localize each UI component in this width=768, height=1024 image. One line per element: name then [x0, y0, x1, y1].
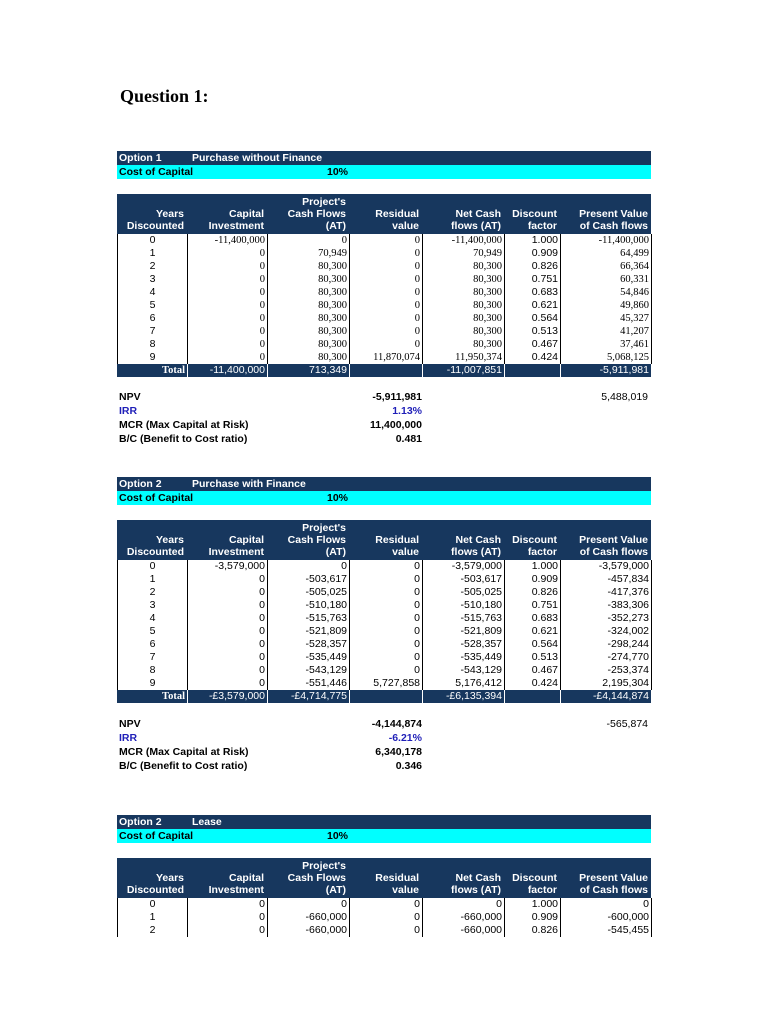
table-cell: 0.513	[505, 651, 561, 664]
table-cell: 80,300	[423, 260, 505, 273]
table-cell: 0.424	[505, 351, 561, 364]
table-cell: 8	[118, 338, 188, 351]
table-cell: 80,300	[268, 299, 350, 312]
table-cell: 0	[350, 286, 423, 299]
table-cell: 80,300	[268, 325, 350, 338]
table-cell: 5,176,412	[423, 677, 505, 690]
table-cell: 1.000	[505, 234, 561, 247]
option-header	[117, 815, 651, 829]
irr-value: 1.13%	[392, 405, 422, 417]
table-cell: 80,300	[423, 273, 505, 286]
table-row	[118, 260, 652, 273]
table-cell: 54,846	[561, 286, 652, 299]
table-cell: 0	[350, 338, 423, 351]
table-row	[118, 664, 652, 677]
bc-label: B/C (Benefit to Cost ratio)	[119, 760, 248, 772]
table-cell: 11,950,374	[423, 351, 505, 364]
table-cell: 2	[118, 924, 188, 937]
table-cell: -528,357	[268, 638, 350, 651]
cost-of-capital-row	[117, 165, 651, 179]
table-cell: 0.751	[505, 599, 561, 612]
table-cell: 80,300	[423, 286, 505, 299]
column-headers	[117, 858, 651, 898]
table-row	[118, 651, 652, 664]
column-header: Discount factor	[512, 534, 557, 558]
table-cell: 80,300	[423, 312, 505, 325]
table-cell: 0	[188, 612, 268, 625]
column-header: Present Value of Cash flows	[579, 872, 648, 896]
table-cell: 80,300	[268, 273, 350, 286]
table-cell: 0.621	[505, 625, 561, 638]
option-label: Option 2	[119, 816, 162, 828]
table-cell: 0	[350, 573, 423, 586]
option-name: Purchase without Finance	[192, 152, 323, 164]
bc-row	[117, 432, 651, 446]
table-cell: -600,000	[561, 911, 652, 924]
table-cell: -551,446	[268, 677, 350, 690]
npv-extra-value: 5,488,019	[601, 391, 648, 403]
table-cell: 3	[118, 599, 188, 612]
table-row	[118, 625, 652, 638]
total-cell: 713,349	[268, 364, 350, 377]
table-cell: 5,068,125	[561, 351, 652, 364]
table-cell: 0	[268, 560, 350, 573]
total-cell: Total	[118, 690, 188, 703]
table-cell: -503,617	[423, 573, 505, 586]
option-label: Option 1	[119, 152, 162, 164]
table-cell: 0.683	[505, 286, 561, 299]
table-cell: 0.467	[505, 338, 561, 351]
table-cell: 0	[188, 911, 268, 924]
table-cell: 0.564	[505, 638, 561, 651]
table-cell: 0	[350, 911, 423, 924]
irr-label: IRR	[119, 405, 138, 417]
coc-value: 10%	[327, 492, 349, 504]
table-row	[118, 560, 652, 573]
table-cell: 2	[118, 586, 188, 599]
bc-value: 0.481	[395, 433, 422, 445]
option1-section	[117, 151, 651, 377]
table-cell: 9	[118, 677, 188, 690]
mcr-value: 6,340,178	[375, 746, 422, 758]
npv-extra-value: -565,874	[606, 718, 648, 730]
table-cell: 0	[268, 234, 350, 247]
table-row	[118, 898, 652, 911]
irr-row	[117, 404, 651, 418]
table-cell: 0	[188, 573, 268, 586]
table-cell: -11,400,000	[188, 234, 268, 247]
table-cell: 0.909	[505, 247, 561, 260]
coc-value: 10%	[327, 830, 349, 842]
column-header: Project's Cash Flows (AT)	[287, 522, 346, 558]
table-cell: 2	[118, 260, 188, 273]
table-cell: 60,331	[561, 273, 652, 286]
table-cell: 0.751	[505, 273, 561, 286]
bc-row	[117, 759, 651, 773]
table-row	[118, 299, 652, 312]
table-cell: -521,809	[268, 625, 350, 638]
irr-value: -6.21%	[388, 732, 422, 744]
table-cell: 0	[350, 273, 423, 286]
table-cell: 0	[188, 312, 268, 325]
table-cell: 0.424	[505, 677, 561, 690]
irr-row	[117, 731, 651, 745]
table-cell: 64,499	[561, 247, 652, 260]
option2-section	[117, 477, 651, 703]
column-header: Discount factor	[512, 872, 557, 896]
table-cell: 4	[118, 286, 188, 299]
table-cell: 0	[350, 325, 423, 338]
table-cell: 0	[118, 898, 188, 911]
table-cell: 0	[118, 560, 188, 573]
table-cell: 1.000	[505, 560, 561, 573]
table-cell: -660,000	[423, 911, 505, 924]
table-cell: 1.000	[505, 898, 561, 911]
table-cell: 9	[118, 351, 188, 364]
table-cell: 7	[118, 651, 188, 664]
mcr-label: MCR (Max Capital at Risk)	[119, 746, 249, 758]
table-cell: 1	[118, 247, 188, 260]
table-cell: 45,327	[561, 312, 652, 325]
mcr-row	[117, 418, 651, 432]
column-header: Years Discounted	[126, 208, 184, 232]
table-cell: 0	[188, 898, 268, 911]
total-row	[118, 364, 652, 377]
mcr-value: 11,400,000	[370, 419, 422, 431]
table-cell: -383,306	[561, 599, 652, 612]
table-cell: 5	[118, 299, 188, 312]
table-row	[118, 924, 652, 937]
table-cell: 6	[118, 312, 188, 325]
npv-label: NPV	[119, 718, 141, 730]
column-header: Residual value	[375, 534, 419, 558]
table-cell: -505,025	[268, 586, 350, 599]
table-cell: 0	[350, 924, 423, 937]
table-cell: 37,461	[561, 338, 652, 351]
cost-of-capital-row	[117, 491, 651, 505]
coc-value: 10%	[327, 166, 349, 178]
mcr-row	[117, 745, 651, 759]
column-header: Years Discounted	[126, 872, 184, 896]
table-cell: 0	[188, 247, 268, 260]
table-cell: -274,770	[561, 651, 652, 664]
table-cell: -545,455	[561, 924, 652, 937]
table-cell: 0.909	[505, 573, 561, 586]
table-cell: 0	[188, 677, 268, 690]
table-cell: 0	[350, 664, 423, 677]
table-cell: -543,129	[268, 664, 350, 677]
table-cell: 0	[188, 599, 268, 612]
table-cell: 0.621	[505, 299, 561, 312]
table-cell: 0	[350, 260, 423, 273]
coc-label: Cost of Capital	[119, 492, 194, 504]
table-row	[118, 573, 652, 586]
table-row	[118, 338, 652, 351]
table-cell: 0	[188, 286, 268, 299]
column-header: Capital Investment	[208, 208, 264, 232]
total-row	[118, 690, 652, 703]
mcr-label: MCR (Max Capital at Risk)	[119, 419, 249, 431]
table-cell: 0	[561, 898, 652, 911]
npv-row	[117, 390, 651, 404]
bc-value: 0.346	[395, 760, 422, 772]
table-cell: -3,579,000	[423, 560, 505, 573]
table-cell: 0	[188, 664, 268, 677]
total-cell: -£3,579,000	[188, 690, 268, 703]
column-header: Net Cash flows (AT)	[451, 872, 501, 896]
table-cell: 2,195,304	[561, 677, 652, 690]
irr-label: IRR	[119, 732, 138, 744]
table-cell: 6	[118, 638, 188, 651]
option-name: Purchase with Finance	[192, 478, 306, 490]
table-cell: 70,949	[423, 247, 505, 260]
table-cell: 0.826	[505, 260, 561, 273]
table-cell: -528,357	[423, 638, 505, 651]
column-header: Present Value of Cash flows	[579, 534, 648, 558]
table-cell: 0	[350, 560, 423, 573]
table-cell: 0	[350, 299, 423, 312]
table-cell: 0	[188, 273, 268, 286]
total-cell: -£4,714,775	[268, 690, 350, 703]
cost-of-capital-row	[117, 829, 651, 843]
option-header	[117, 477, 651, 491]
table-cell: -505,025	[423, 586, 505, 599]
table-cell: -543,129	[423, 664, 505, 677]
table-row	[118, 286, 652, 299]
table-cell: 0	[188, 924, 268, 937]
table-cell: 1	[118, 911, 188, 924]
npv-label: NPV	[119, 391, 141, 403]
table-cell: 80,300	[423, 338, 505, 351]
table-cell: -515,763	[268, 612, 350, 625]
table-cell: 0.564	[505, 312, 561, 325]
option3-section	[117, 815, 651, 937]
table-cell: 0	[188, 338, 268, 351]
column-header: Capital Investment	[208, 872, 264, 896]
bc-label: B/C (Benefit to Cost ratio)	[119, 433, 248, 445]
table-cell: -515,763	[423, 612, 505, 625]
total-cell	[350, 364, 423, 377]
table-cell: 7	[118, 325, 188, 338]
table-cell: -503,617	[268, 573, 350, 586]
table-cell: 80,300	[268, 351, 350, 364]
npv-row	[117, 717, 651, 731]
table-cell: 1	[118, 573, 188, 586]
table-cell: -510,180	[423, 599, 505, 612]
column-header: Net Cash flows (AT)	[451, 208, 501, 232]
table-cell: 0	[188, 351, 268, 364]
total-cell	[350, 690, 423, 703]
option1-summary	[117, 390, 651, 446]
table-cell: 0	[350, 247, 423, 260]
table-cell: -535,449	[423, 651, 505, 664]
npv-value: -4,144,874	[371, 718, 422, 730]
table-cell: 0	[350, 599, 423, 612]
table-cell: 0	[188, 638, 268, 651]
column-headers	[117, 194, 651, 234]
table-cell: 0.513	[505, 325, 561, 338]
table-cell: 70,949	[268, 247, 350, 260]
table-cell: -660,000	[268, 911, 350, 924]
table-cell: 0	[350, 612, 423, 625]
table-cell: 4	[118, 612, 188, 625]
table-cell: 0	[188, 586, 268, 599]
table-cell: -11,400,000	[561, 234, 652, 247]
total-cell: -11,400,000	[188, 364, 268, 377]
option-header	[117, 151, 651, 165]
table-cell: 80,300	[268, 312, 350, 325]
table-cell: -3,579,000	[561, 560, 652, 573]
column-header: Project's Cash Flows (AT)	[287, 196, 346, 232]
table-row	[118, 586, 652, 599]
table-cell: 5,727,858	[350, 677, 423, 690]
table-cell: -457,834	[561, 573, 652, 586]
table-cell: 0.467	[505, 664, 561, 677]
cash-flow-table	[117, 560, 652, 703]
table-cell: 0	[188, 625, 268, 638]
table-cell: 8	[118, 664, 188, 677]
table-cell: 0	[268, 898, 350, 911]
option-name: Lease	[192, 816, 222, 828]
table-row	[118, 612, 652, 625]
total-cell	[505, 690, 561, 703]
table-cell: 80,300	[423, 299, 505, 312]
table-cell: 0	[350, 234, 423, 247]
table-row	[118, 599, 652, 612]
table-cell: 0.826	[505, 586, 561, 599]
table-cell: 0	[350, 651, 423, 664]
table-row	[118, 351, 652, 364]
total-cell	[505, 364, 561, 377]
column-header: Project's Cash Flows (AT)	[287, 860, 346, 896]
total-cell: -£6,135,394	[423, 690, 505, 703]
table-cell: 0.683	[505, 612, 561, 625]
option2-summary	[117, 717, 651, 773]
table-cell: -535,449	[268, 651, 350, 664]
table-cell: 0	[350, 638, 423, 651]
total-cell: -5,911,981	[561, 364, 652, 377]
cash-flow-table	[117, 898, 652, 937]
npv-value: -5,911,981	[372, 391, 422, 403]
table-cell: 49,860	[561, 299, 652, 312]
column-header: Capital Investment	[208, 534, 264, 558]
table-cell: 11,870,074	[350, 351, 423, 364]
table-cell: 0	[350, 625, 423, 638]
total-cell: -11,007,851	[423, 364, 505, 377]
column-header: Present Value of Cash flows	[579, 208, 648, 232]
table-cell: 0	[350, 312, 423, 325]
option-label: Option 2	[119, 478, 162, 490]
table-cell: 80,300	[268, 286, 350, 299]
table-cell: 0	[118, 234, 188, 247]
table-cell: 0	[188, 260, 268, 273]
table-cell: 3	[118, 273, 188, 286]
cash-flow-table	[117, 234, 652, 377]
column-header: Years Discounted	[126, 534, 184, 558]
table-cell: 80,300	[423, 325, 505, 338]
table-cell: -352,273	[561, 612, 652, 625]
table-row	[118, 677, 652, 690]
table-row	[118, 911, 652, 924]
table-cell: 0	[188, 299, 268, 312]
coc-label: Cost of Capital	[119, 166, 194, 178]
table-cell: 41,207	[561, 325, 652, 338]
table-cell: 0.826	[505, 924, 561, 937]
table-cell: -660,000	[423, 924, 505, 937]
table-cell: -660,000	[268, 924, 350, 937]
table-row	[118, 312, 652, 325]
table-cell: -3,579,000	[188, 560, 268, 573]
table-cell: 80,300	[268, 338, 350, 351]
table-cell: -253,374	[561, 664, 652, 677]
column-headers	[117, 520, 651, 560]
table-cell: 0	[188, 325, 268, 338]
column-header: Residual value	[375, 208, 419, 232]
table-row	[118, 638, 652, 651]
table-row	[118, 234, 652, 247]
total-cell: -£4,144,874	[561, 690, 652, 703]
table-cell: 0	[350, 586, 423, 599]
table-cell: -417,376	[561, 586, 652, 599]
total-cell: Total	[118, 364, 188, 377]
page-title: Question 1:	[120, 86, 209, 106]
table-cell: 0	[188, 651, 268, 664]
column-header: Discount factor	[512, 208, 557, 232]
table-cell: 80,300	[268, 260, 350, 273]
coc-label: Cost of Capital	[119, 830, 194, 842]
table-cell: 0	[423, 898, 505, 911]
table-cell: -324,002	[561, 625, 652, 638]
table-cell: -298,244	[561, 638, 652, 651]
table-cell: 0.909	[505, 911, 561, 924]
table-cell: 5	[118, 625, 188, 638]
table-cell: -11,400,000	[423, 234, 505, 247]
table-cell: 66,364	[561, 260, 652, 273]
table-row	[118, 325, 652, 338]
column-header: Residual value	[375, 872, 419, 896]
table-row	[118, 247, 652, 260]
table-row	[118, 273, 652, 286]
column-header: Net Cash flows (AT)	[451, 534, 501, 558]
table-cell: 0	[350, 898, 423, 911]
table-cell: -521,809	[423, 625, 505, 638]
table-cell: -510,180	[268, 599, 350, 612]
